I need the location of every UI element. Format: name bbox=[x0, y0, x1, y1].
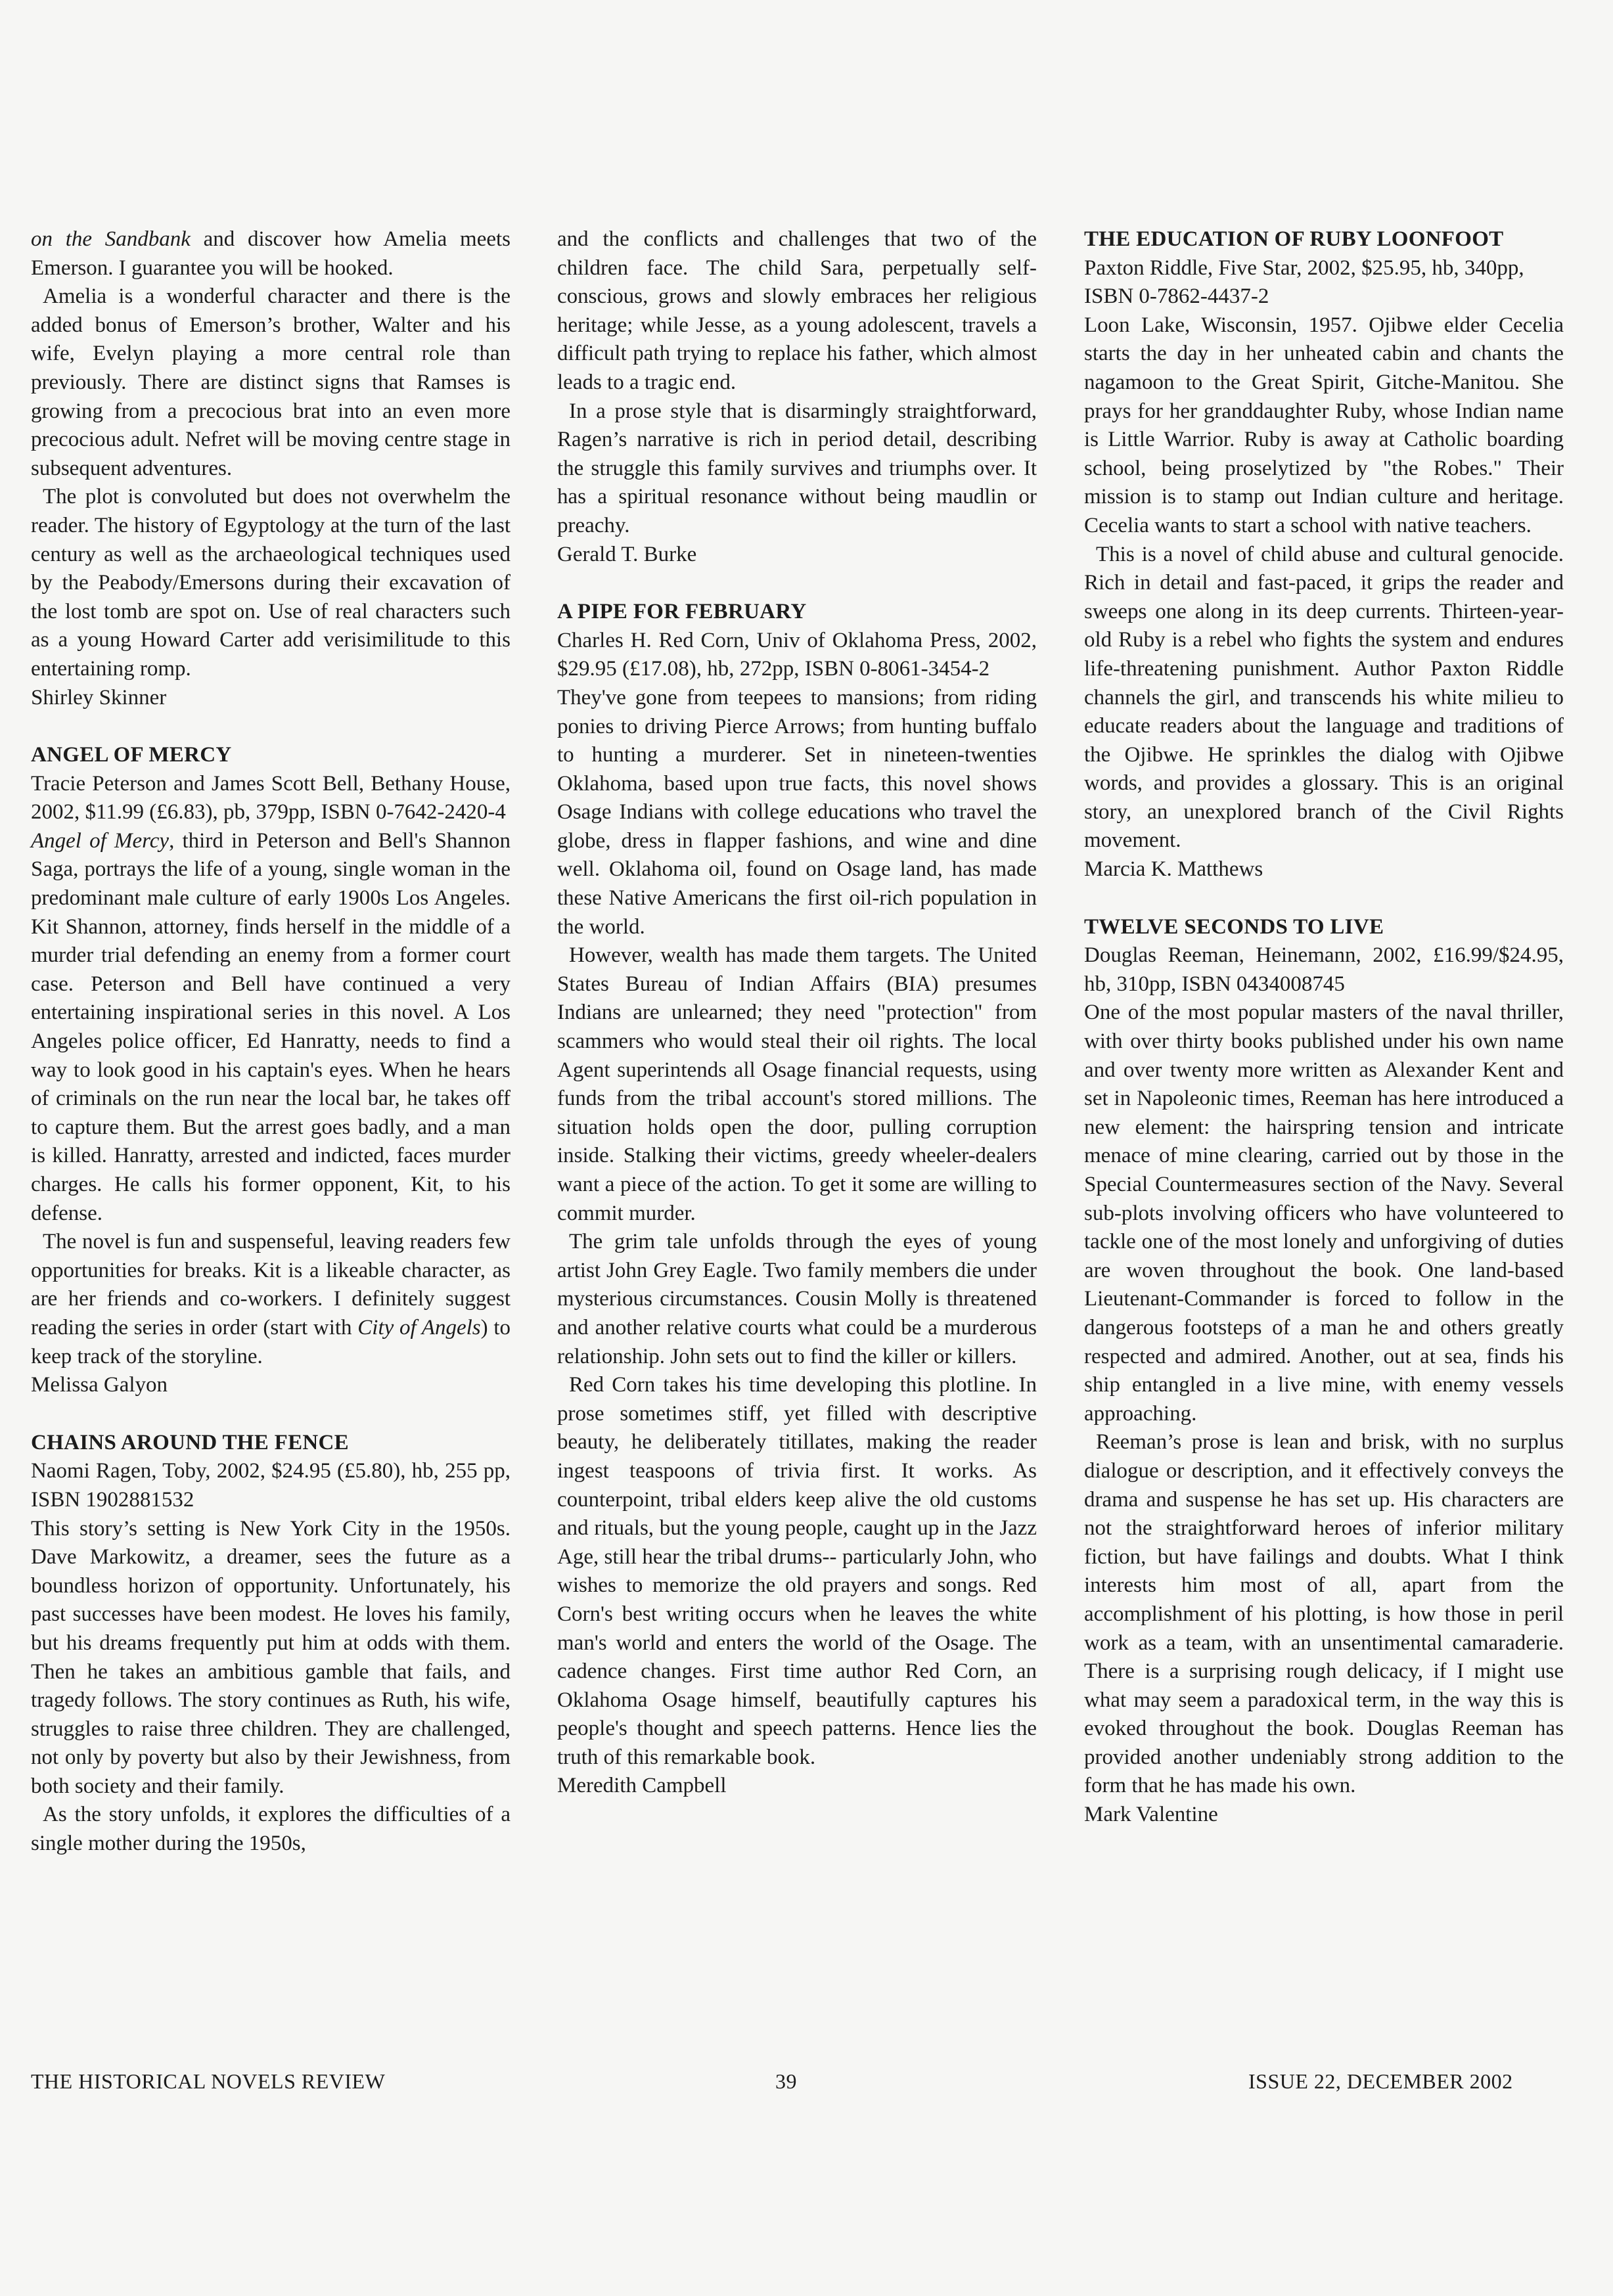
review-paragraph: The novel is fun and suspenseful, leaving readers few opportunities for breaks. Kit is a likeable character, as are her friends and co-workers. I definitely suggest reading the series in order (start with City of Angels) to keep track of the storyline. bbox=[31, 1230, 511, 1368]
book-meta: Paxton Riddle, Five Star, 2002, $25.95, hb, 340pp, ISBN 0-7862-4437-2 bbox=[1084, 256, 1524, 309]
column-3 bbox=[1084, 225, 1564, 1830]
review-paragraph: The grim tale unfolds through the eyes of young artist John Grey Eagle. Two family members die under mysterious circumstances. Cousin Molly is threatened and another relative courts what could be a murderous relationship. John sets out to find the killer or killers. bbox=[557, 1230, 1037, 1368]
book-meta: Douglas Reeman, Heinemann, 2002, £16.99/$24.95, hb, 310pp, ISBN 0434008745 bbox=[1084, 943, 1564, 996]
reviewer-name: Melissa Galyon bbox=[31, 1373, 168, 1397]
book-title-italic: City of Angels bbox=[357, 1315, 481, 1339]
review-title: ANGEL OF MERCY bbox=[31, 743, 232, 767]
review-paragraph: The plot is convoluted but does not overwhelm the reader. The history of Egyptology at the turn of the last century as well as the archaeological techniques used by the Peabody/Emersons during their excavation of the lost tomb are spot on. Use of real characters such as a young Howard Carter add verisimilitude to this entertaining romp. bbox=[31, 485, 511, 681]
review-paragraph: However, wealth has made them targets. The United States Bureau of Indian Affairs (BIA) presumes Indians are unlearned; they need "protection" from scammers who would steal their oil rights. The local Agent superintends all Osage financial requests, using funds from the tribal account's stored millions. The situation holds open the door, pulling corruption inside. Stalking their victims, greedy wheeler-dealers want a piece of the action. To get it some are willing to commit murder. bbox=[557, 943, 1037, 1225]
reviewer-name: Mark Valentine bbox=[1084, 1803, 1218, 1827]
review-paragraph: Red Corn takes his time developing this plotline. In prose sometimes stiff, yet filled with descriptive beauty, he deliberately titillates, making the reader ingest teaspoons of trivia first. It works. As counterpoint, tribal elders keep alive the old customs and rituals, but the young people, caught up in the Jazz Age, still hear the tribal drums-- particularly John, who wishes to memorize the old prayers and songs. Red Corn's best writing occurs when he leaves the white man's world and enters the world of the Osage. The cadence changes. First time author Red Corn, an Oklahoma Osage himself, beautifully captures his people's thought and speech patterns. Hence lies the truth of this remarkable book. bbox=[557, 1373, 1037, 1769]
review-paragraph: and the conflicts and challenges that two of the children face. The child Sara, perpetually self-conscious, grows and slowly embraces her religious heritage; while Jesse, as a young adolescent, travels a difficult path trying to replace his father, which almost leads to a tragic end. bbox=[557, 227, 1037, 394]
footer-issue: ISSUE 22, DECEMBER 2002 bbox=[1248, 2069, 1513, 2093]
footer-page-number: 39 bbox=[775, 2069, 797, 2093]
reviewer-name: Shirley Skinner bbox=[31, 685, 167, 709]
review-title: CHAINS AROUND THE FENCE bbox=[31, 1430, 349, 1454]
reviewer-name: Gerald T. Burke bbox=[557, 542, 697, 566]
review-title: TWELVE SECONDS TO LIVE bbox=[1084, 914, 1384, 939]
book-meta: Charles H. Red Corn, Univ of Oklahoma Press, 2002, $29.95 (£17.08), hb, 272pp, ISBN 0-8061-3454-2 bbox=[557, 628, 1037, 681]
book-title-italic: Angel of Mercy bbox=[31, 828, 170, 853]
book-title-italic: on the Sandbank bbox=[31, 227, 191, 251]
review-paragraph: Loon Lake, Wisconsin, 1957. Ojibwe elder Cecelia starts the day in her unheated cabin and chants the nagamoon to the Great Spirit, Gitche-Manitou. She prays for her granddaughter Ruby, whose Indian name is Little Warrior. Ruby is away at Catholic boarding school, being proselytized by "the Robes." Their mission is to stamp out Indian culture and heritage. Cecelia wants to start a school with native teachers. bbox=[1084, 313, 1564, 537]
review-title: A PIPE FOR FEBRUARY bbox=[557, 600, 807, 624]
book-meta: Tracie Peterson and James Scott Bell, Bethany House, 2002, $11.99 (£6.83), pb, 379pp, ISBN 0-7642-2420-4 bbox=[31, 771, 511, 824]
review-paragraph: Angel of Mercy, third in Peterson and Bell's Shannon Saga, portrays the life of a young, single woman in the predominant male culture of early 1900s Los Angeles. Kit Shannon, attorney, finds herself in the middle of a murder trial defending an enemy from a former court case. Peterson and Bell have continued a very entertaining inspirational series in this novel. A Los Angeles police officer, Ed Hanratty, needs to find a way to look good in his captain's eyes. When he hears of criminals on the run near the local bar, he takes off to capture them. But the arrest goes badly, and a man is killed. Hanratty, arrested and indicted, faces murder charges. He calls his former opponent, Kit, to his defense. bbox=[31, 828, 511, 1225]
review-paragraph: Reeman’s prose is lean and brisk, with no surplus dialogue or description, and it effectively conveys the drama and suspense he has set up. His characters are not the straightforward heroes of inferior military fiction, but have failings and doubts. What I think interests him most of all, apart from the accomplishment of his plotting, is how those in peril work as a team, with an unsentimental camaraderie. There is a surprising rough delicacy, if I might use what may seem a paradoxical term, in the way this is evoked throughout the book. Douglas Reeman has provided another undeniably strong addition to the form that he has made his own. bbox=[1084, 1430, 1564, 1798]
review-paragraph: This story’s setting is New York City in the 1950s. Dave Markowitz, a dreamer, sees the future as a boundless horizon of opportunity. Unfortunately, his past successes have been modest. He loves his family, but his dreams frequently put him at odds with them. Then he takes an ambitious gamble that fails, and tragedy follows. The story continues as Ruth, his wife, struggles to raise three children. They are challenged, not only by poverty but also by their Jewishness, from both society and their family. bbox=[31, 1516, 511, 1798]
reviewer-name: Meredith Campbell bbox=[557, 1774, 727, 1798]
book-meta: Naomi Ragen, Toby, 2002, $24.95 (£5.80), hb, 255 pp, ISBN 1902881532 bbox=[31, 1459, 511, 1512]
reviewer-name: Marcia K. Matthews bbox=[1084, 857, 1263, 882]
review-paragraph: on the Sandbank and discover how Amelia meets Emerson. I guarantee you will be hooked. bbox=[31, 227, 511, 280]
review-paragraph: As the story unfolds, it explores the difficulties of a single mother during the 1950s, bbox=[31, 1803, 511, 1856]
review-paragraph: In a prose style that is disarmingly straightforward, Ragen’s narrative is rich in period detail, describing the struggle this family survives and triumphs over. It has a spiritual resonance without being maudlin or preachy. bbox=[557, 399, 1037, 537]
column-2 bbox=[557, 225, 1037, 1801]
review-paragraph: They've gone from teepees to mansions; from riding ponies to driving Pierce Arrows; from hunting buffalo to hunting a murderer. Set in nineteen-twenties Oklahoma, based upon true facts, this novel shows Osage Indians with college educations who travel the globe, dress in flapper fashions, and wine and dine well. Oklahoma oil, found on Osage land, has made these Native Americans the first oil-rich population in the world. bbox=[557, 685, 1037, 939]
footer-publication-name: THE HISTORICAL NOVELS REVIEW bbox=[31, 2069, 386, 2093]
review-paragraph: Amelia is a wonderful character and there is the added bonus of Emerson’s brother, Walter and his wife, Evelyn playing a more central role than previously. There are distinct signs that Ramses is growing from a precocious brat into an even more precocious adult. Nefret will be moving centre stage in subsequent adventures. bbox=[31, 284, 511, 480]
review-paragraph: This is a novel of child abuse and cultural genocide. Rich in detail and fast-paced, it grips the reader and sweeps one along in its deep currents. Thirteen-year-old Ruby is a rebel who fights the system and endures life-threatening punishment. Author Paxton Riddle channels the girl, and transcends his white milieu to educate readers about the language and traditions of the Ojibwe. He sprinkles the dialog with Ojibwe words, and provides a glossary. This is an original story, an unexplored branch of the Civil Rights movement. bbox=[1084, 542, 1564, 853]
column-1 bbox=[31, 225, 511, 1858]
review-paragraph: One of the most popular masters of the naval thriller, with over thirty books published under his own name and over twenty more written as Alexander Kent and set in Napoleonic times, Reeman has here introduced a new element: the hairspring tension and intricate menace of mine clearing, carried out by those in the Special Countermeasures section of the Navy. Several sub-plots involving officers who have volunteered to tackle one of the most lonely and unforgiving of duties are woven throughout the book. One land-based Lieutenant-Commander is forced to follow in the dangerous footsteps of a man he and others greatly respected and admired. Another, out at sea, finds his ship entangled in a live mine, with enemy vessels approaching. bbox=[1084, 1001, 1564, 1426]
review-title: THE EDUCATION OF RUBY LOONFOOT bbox=[1084, 227, 1504, 251]
